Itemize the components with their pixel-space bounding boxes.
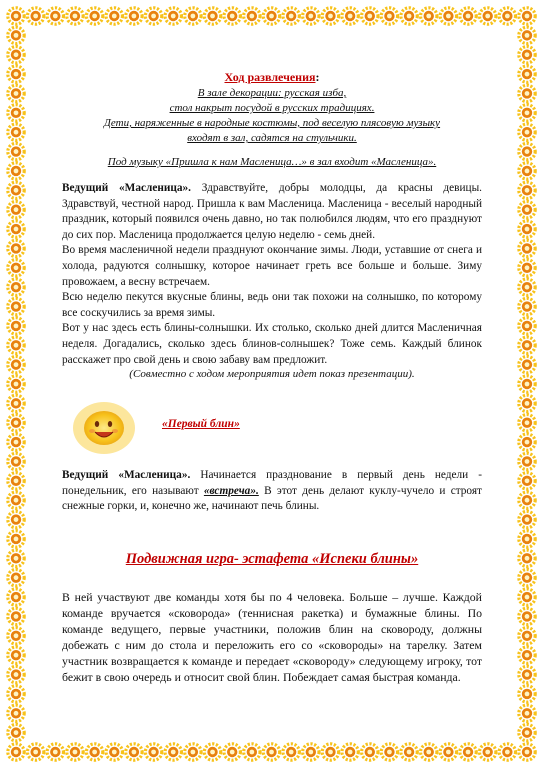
border-sun (342, 744, 358, 760)
border-sun (519, 298, 535, 314)
border-sun (145, 744, 161, 760)
border-sun (204, 8, 220, 24)
speaker-label: Ведущий «Масленица». (62, 182, 191, 194)
border-sun (244, 8, 260, 24)
border-sun (8, 550, 24, 566)
border-sun (440, 744, 456, 760)
first-blin-paragraph (62, 468, 482, 515)
border-sun (67, 744, 83, 760)
decoration-line: стол накрыт посудой в русских традициях. (169, 102, 375, 114)
border-sun (519, 589, 535, 605)
border-sun (8, 105, 24, 121)
border-sun (86, 8, 102, 24)
border-sun (8, 628, 24, 644)
border-sun (519, 628, 535, 644)
border-sun (479, 8, 495, 24)
border-sun (8, 453, 24, 469)
border-sun (224, 744, 240, 760)
border-sun (8, 686, 24, 702)
border-sun (519, 47, 535, 63)
vstrecha-highlight: «встреча». (203, 484, 259, 497)
border-sun (8, 511, 24, 527)
border-sun (519, 647, 535, 663)
border-sun (8, 395, 24, 411)
border-sun (519, 492, 535, 508)
border-sun (8, 337, 24, 353)
border-sun (185, 8, 201, 24)
border-sun (519, 105, 535, 121)
border-sun (381, 744, 397, 760)
border-sun (519, 608, 535, 624)
border-sun (67, 8, 83, 24)
border-sun (8, 376, 24, 392)
border-sun (165, 8, 181, 24)
border-sun (263, 744, 279, 760)
border-sun (86, 744, 102, 760)
border-sun (126, 744, 142, 760)
first-blin-section (62, 468, 482, 515)
border-sun (8, 221, 24, 237)
border-sun (421, 8, 437, 24)
border-sun (342, 8, 358, 24)
decoration-line: входят в зал, садятся на стульчики. (187, 132, 357, 144)
intro-section (62, 68, 482, 380)
decoration-text (62, 86, 482, 146)
border-sun (519, 240, 535, 256)
border-sun (8, 647, 24, 663)
border-sun (519, 337, 535, 353)
border-sun (8, 318, 24, 334)
border-sun (499, 8, 515, 24)
border-sun (8, 124, 24, 140)
border-sun (401, 744, 417, 760)
border-sun (519, 163, 535, 179)
border-sun (519, 569, 535, 585)
border-sun (519, 318, 535, 334)
border-sun (106, 8, 122, 24)
border-sun (303, 8, 319, 24)
border-sun (519, 182, 535, 198)
first-blin-text: Начинается празднование в первый день недели - понедельник, его называют (62, 469, 482, 497)
border-sun (519, 356, 535, 372)
border-sun (204, 744, 220, 760)
border-sun (27, 744, 43, 760)
border-sun (47, 8, 63, 24)
decoration-line: Дети, наряженные в народные костюмы, под веселую плясовую музыку (103, 117, 441, 129)
border-sun (244, 744, 260, 760)
border-sun (8, 666, 24, 682)
border-sun (283, 8, 299, 24)
border-sun (519, 143, 535, 159)
border-sun (519, 8, 535, 24)
border-sun (8, 240, 24, 256)
border-sun (519, 260, 535, 276)
border-sun (126, 8, 142, 24)
intro-paragraph: Вот у нас здесь есть блины-солнышки. Их столько, сколько дней длится Масленичная неделя. Догадались, сколько здесь блинов-солнышек? Тоже семь. Каждый блинок расскажет про свой день и свою забаву вам предложит. (62, 322, 482, 366)
border-sun (8, 27, 24, 43)
border-sun (8, 356, 24, 372)
border-sun (519, 744, 535, 760)
border-sun (8, 66, 24, 82)
border-sun (106, 744, 122, 760)
game-section (62, 589, 482, 686)
game-title: Подвижная игра- эстафета «Испеки блины» (125, 551, 419, 567)
border-sun (519, 511, 535, 527)
first-blin-text-after: В этот день делают куклу-чучело и строят снежные горки, и, конечно же, начинают печь блины. (62, 484, 482, 513)
border-sun (8, 492, 24, 508)
border-sun (322, 744, 338, 760)
enter-line: Под музыку «Пришла к нам Масленица…» в зал входит «Масленица». (107, 156, 437, 168)
speaker-label: Ведущий «Масленица». (62, 469, 191, 481)
border-sun (8, 473, 24, 489)
border-sun (165, 744, 181, 760)
border-sun (145, 8, 161, 24)
border-sun (224, 8, 240, 24)
border-sun (499, 744, 515, 760)
border-sun (519, 473, 535, 489)
border-sun (283, 744, 299, 760)
border-sun (381, 8, 397, 24)
border-sun (8, 434, 24, 450)
border-sun (8, 260, 24, 276)
border-sun (185, 744, 201, 760)
border-sun (362, 8, 378, 24)
border-sun (519, 201, 535, 217)
border-sun (519, 434, 535, 450)
program-heading (62, 68, 482, 86)
program-title: Ход развлечения (224, 70, 316, 84)
border-sun (401, 8, 417, 24)
border-sun (263, 8, 279, 24)
border-sun (8, 201, 24, 217)
border-sun (519, 376, 535, 392)
border-sun (8, 298, 24, 314)
border-sun (519, 453, 535, 469)
border-sun (519, 124, 535, 140)
intro-paragraph: Во время масленичной недели празднуют окончание зимы. Люди, уставшие от снега и холода, радуются солнышку, которое начинает греть все больше и больше. Зиму провожаем, а весну встречаем. (62, 244, 482, 288)
intro-text: Здравствуйте, добры молодцы, да красны девицы. Здравствуй, честной народ. Пришла к вам Масленица. Масленица - веселый народный праздник, который появился очень давно, но так полюбился людям, что его празднуют до сих пор. Масленица продолжается целую неделю - семь дней. (62, 182, 482, 241)
border-sun (519, 27, 535, 43)
border-sun (519, 395, 535, 411)
border-sun (8, 163, 24, 179)
border-sun (8, 279, 24, 295)
border-sun (519, 66, 535, 82)
border-sun (519, 221, 535, 237)
border-sun (519, 550, 535, 566)
border-sun (460, 744, 476, 760)
border-sun (8, 705, 24, 721)
border-sun (8, 744, 24, 760)
border-sun (519, 531, 535, 547)
border-sun (362, 744, 378, 760)
border-sun (519, 415, 535, 431)
border-sun (460, 8, 476, 24)
border-sun (8, 569, 24, 585)
presentation-note: (Совместно с ходом мероприятия идет показ презентации). (129, 368, 415, 381)
border-sun (519, 705, 535, 721)
intro-paragraph: Всю неделю пекутся вкусные блины, ведь они так похожи на солнышко, по которому все соскучились за время зимы. (62, 291, 482, 319)
border-sun (421, 744, 437, 760)
border-sun (27, 8, 43, 24)
border-sun (8, 608, 24, 624)
border-sun (519, 666, 535, 682)
border-sun (440, 8, 456, 24)
smiling-sun-icon (72, 401, 136, 455)
intro-paragraph (62, 181, 482, 243)
border-sun (8, 8, 24, 24)
border-sun (8, 143, 24, 159)
border-sun (8, 589, 24, 605)
border-sun (8, 182, 24, 198)
border-sun (47, 744, 63, 760)
border-sun (479, 744, 495, 760)
border-sun (519, 724, 535, 740)
first-blin-title: «Первый блин» (162, 418, 240, 430)
decoration-line: В зале декорации: русская изба, (197, 87, 347, 99)
border-sun (519, 686, 535, 702)
border-sun (8, 85, 24, 101)
border-sun (519, 85, 535, 101)
program-title-colon: : (315, 70, 320, 84)
border-sun (8, 415, 24, 431)
border-sun (8, 724, 24, 740)
game-description: В ней участвуют две команды хотя бы по 4 человека. Больше – лучше. Каждой команде вручается «сковорода» (теннисная ракетка) и бумажные блины. По команде ведущего, первые участники, положив блин на сковороду, должны добежать с ним до стола и переложить его со «сковороды» на тарелку. Затем участник возвращается к команде и передает «сковороду» следующему игроку, тот бежит в свою очередь и относит свой блин. Побеждает самая быстрая команда. (62, 590, 482, 685)
border-sun (322, 8, 338, 24)
border-sun (8, 531, 24, 547)
border-sun (303, 744, 319, 760)
border-sun (519, 279, 535, 295)
border-sun (8, 47, 24, 63)
